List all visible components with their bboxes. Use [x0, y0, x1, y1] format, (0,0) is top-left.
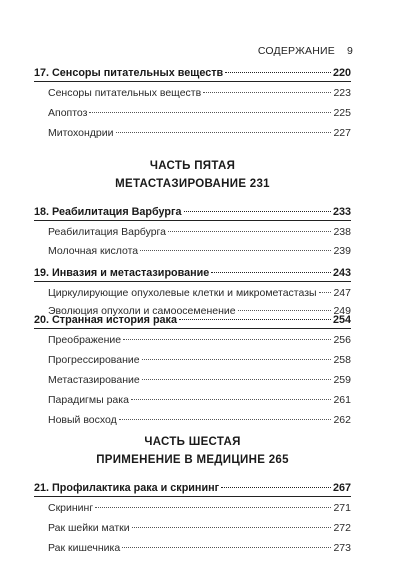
- toc-item: [34, 85, 351, 101]
- item-page: 227: [333, 127, 351, 139]
- leader-dots: [142, 358, 332, 360]
- page-number: 9: [346, 45, 353, 57]
- leader-dots: [95, 506, 331, 508]
- item-title: Рак кишечника: [48, 542, 121, 554]
- item-title: Парадигмы рака: [48, 394, 129, 406]
- item-title: Рак шейки матки: [48, 522, 130, 534]
- item-title: Реабилитация Варбурга: [48, 226, 166, 238]
- leader-dots: [203, 91, 331, 93]
- toc-item: [34, 500, 351, 516]
- chapter-title: 17. Сенсоры питательных веществ: [34, 67, 224, 79]
- item-page: 247: [333, 287, 351, 299]
- item-title: Митохондрии: [48, 127, 114, 139]
- toc-item: [34, 392, 351, 408]
- item-page: 258: [333, 354, 351, 366]
- leader-dots: [211, 271, 331, 273]
- toc-item: [34, 540, 351, 556]
- leader-dots: [238, 309, 332, 311]
- item-page: 273: [333, 542, 351, 554]
- item-page: 262: [333, 414, 351, 426]
- item-title: Апоптоз: [48, 107, 88, 119]
- part-title: ЧАСТЬ ПЯТАЯ: [149, 160, 236, 172]
- chapter-page: 267: [332, 482, 351, 494]
- toc-item: [34, 520, 351, 536]
- item-page: 239: [333, 245, 351, 257]
- part-heading-5: [34, 157, 351, 193]
- toc-item: [34, 412, 351, 428]
- leader-dots: [89, 111, 331, 113]
- item-page: 259: [333, 374, 351, 386]
- leader-dots: [119, 418, 332, 420]
- item-title: Прогрессирование: [48, 354, 140, 366]
- item-title: Преображение: [48, 334, 122, 346]
- item-title: Новый восход: [48, 414, 117, 426]
- chapter-page: 233: [332, 206, 351, 218]
- toc-chapter-18: [34, 204, 351, 220]
- chapter-page: 243: [332, 267, 351, 279]
- item-title: Молочная кислота: [48, 245, 139, 257]
- item-title: Сенсоры питательных веществ: [48, 87, 202, 99]
- item-title: Эволюция опухоли и самоосеменение: [48, 305, 236, 317]
- toc-item: [34, 372, 351, 388]
- item-title: Метастазирование: [48, 374, 140, 386]
- item-page: 261: [333, 394, 351, 406]
- section-title: СОДЕРЖАНИЕ: [257, 45, 335, 57]
- leader-dots: [140, 249, 331, 251]
- item-title: Циркулирующие опухолевые клетки и микрометастазы: [48, 287, 317, 299]
- item-page: 272: [333, 522, 351, 534]
- leader-dots: [142, 378, 332, 380]
- item-page: 223: [333, 87, 351, 99]
- part-subtitle: МЕТАСТАЗИРОВАНИЕ 231: [115, 178, 270, 190]
- part-subtitle: ПРИМЕНЕНИЕ В МЕДИЦИНЕ 265: [96, 454, 289, 466]
- toc-chapter-19: [34, 265, 351, 281]
- leader-dots: [319, 291, 332, 293]
- toc-item: [34, 243, 351, 259]
- item-page: 271: [333, 502, 351, 514]
- part-title: ЧАСТЬ ШЕСТАЯ: [144, 436, 241, 448]
- toc-item: [34, 352, 351, 368]
- item-page: 238: [333, 226, 351, 238]
- leader-dots: [116, 131, 332, 133]
- leader-dots: [123, 338, 331, 340]
- item-page: 256: [333, 334, 351, 346]
- item-title: Скрининг: [48, 502, 94, 514]
- leader-dots: [132, 526, 332, 528]
- toc-block-17: [34, 65, 351, 141]
- leader-dots: [179, 318, 331, 320]
- chapter-title: 19. Инвазия и метастазирование: [34, 267, 210, 279]
- running-header: [258, 45, 353, 57]
- toc-block-20: [34, 312, 351, 428]
- leader-dots: [221, 486, 331, 488]
- leader-dots: [168, 230, 331, 232]
- toc-block-21: [34, 480, 351, 556]
- toc-chapter-17: [34, 65, 351, 81]
- leader-dots: [225, 71, 331, 73]
- chapter-title: 18. Реабилитация Варбурга: [34, 206, 182, 218]
- item-page: 225: [333, 107, 351, 119]
- toc-block-18: [34, 204, 351, 259]
- leader-dots: [122, 546, 331, 548]
- chapter-title: 20. Странная история рака: [34, 314, 177, 326]
- toc-chapter-21: [34, 480, 351, 496]
- item-page: 249: [333, 305, 351, 317]
- chapter-page: 220: [332, 67, 351, 79]
- toc-item: [34, 224, 351, 240]
- toc-item: [34, 285, 351, 301]
- toc-item: [34, 105, 351, 121]
- toc-block-19: [34, 265, 351, 319]
- chapter-title: 21. Профилактика рака и скрининг: [34, 482, 220, 494]
- part-heading-6: [34, 433, 351, 469]
- toc-chapter-20: [34, 312, 351, 328]
- toc-item: [34, 125, 351, 141]
- leader-dots: [131, 398, 332, 400]
- toc-item: [34, 332, 351, 348]
- chapter-page: 254: [332, 314, 351, 326]
- leader-dots: [184, 210, 331, 212]
